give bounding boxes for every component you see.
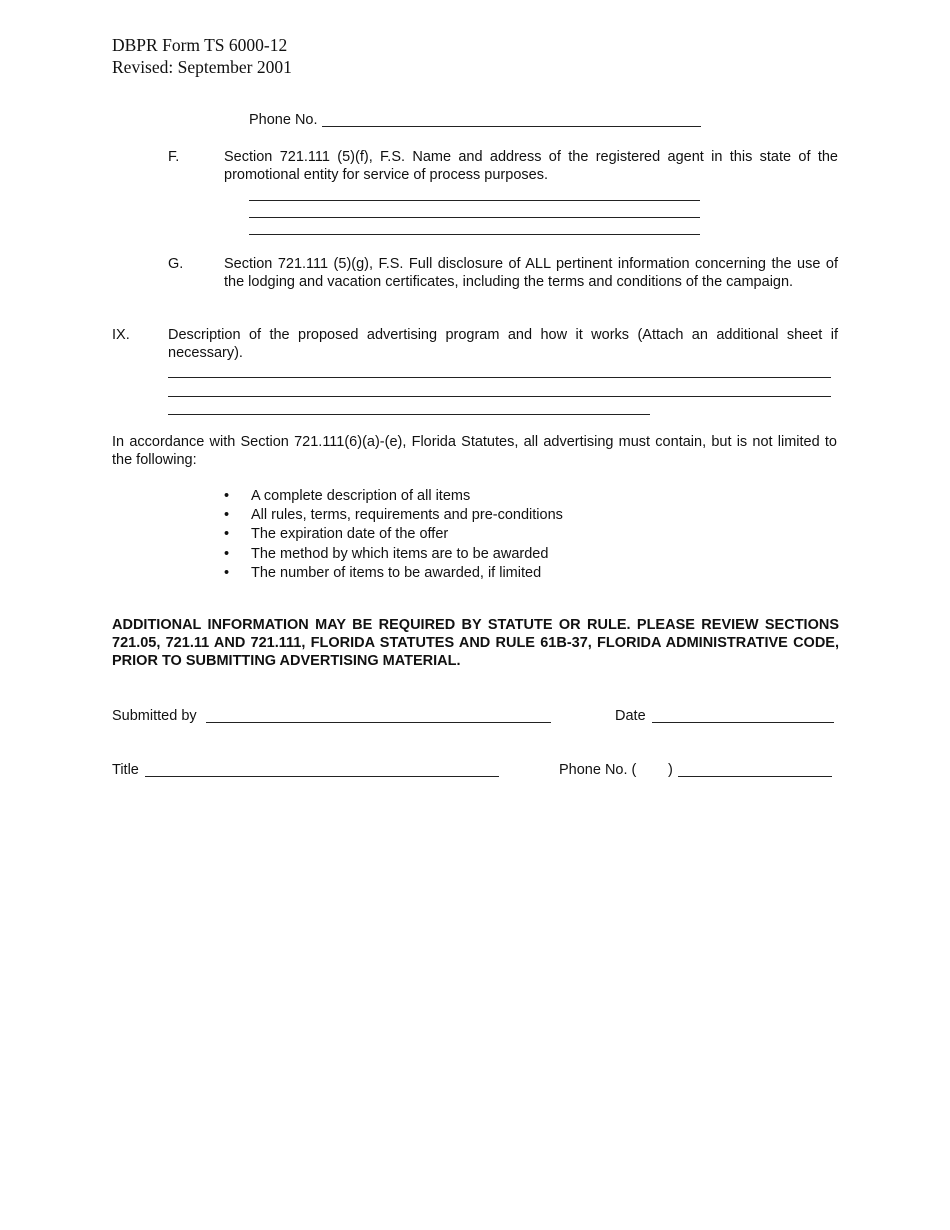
revised-date: Revised: September 2001: [112, 57, 292, 77]
submitted-by-field[interactable]: [206, 722, 551, 723]
title-label: Title: [112, 762, 139, 778]
phone-input-line[interactable]: [322, 126, 701, 127]
item-g-marker: G.: [168, 256, 184, 272]
section-ix-answer-line-1[interactable]: [168, 377, 831, 378]
section-ix-answer-line-2[interactable]: [168, 396, 831, 397]
list-item: • The number of items to be awarded, if limited: [224, 564, 542, 581]
bullet-icon: •: [224, 526, 230, 543]
bullet-icon: •: [224, 488, 230, 504]
phone-area-close: ): [668, 762, 673, 778]
list-item: • The method by which items are to be awarded: [224, 545, 549, 562]
item-f-answer-line-3[interactable]: [249, 234, 700, 235]
list-item: • A complete description of all items: [224, 488, 471, 504]
phone-number-field[interactable]: [678, 776, 832, 777]
phone-label: Phone No.: [249, 112, 318, 128]
title-field[interactable]: [145, 776, 499, 777]
bullet-icon: •: [224, 507, 230, 524]
item-f-answer-line-2[interactable]: [249, 217, 700, 218]
date-label: Date: [615, 708, 646, 724]
date-field[interactable]: [652, 722, 834, 723]
review-notice: ADDITIONAL INFORMATION MAY BE REQUIRED BY STATUTE OR RULE. PLEASE REVIEW SECTIONS 721.05, 721.11 AND 721.111, FLORIDA STATUTES AND RULE 61B-37, FLORIDA ADMINISTRATIVE CODE, PRIOR TO SUBMITTING ADVERTISING MATERIAL.: [112, 617, 839, 669]
section-ix-marker: IX.: [112, 327, 130, 343]
section-ix-text: Description of the proposed advertising program and how it works (Attach an additional sheet if necessary).: [168, 327, 838, 361]
submitted-by-label: Submitted by: [112, 708, 197, 724]
requirements-list: [224, 487, 563, 583]
item-f-text: Section 721.111 (5)(f), F.S. Name and address of the registered agent in this state of the promotional entity for service of process purposes.: [224, 149, 838, 183]
form-id: DBPR Form TS 6000-12: [112, 35, 288, 55]
item-g-text: Section 721.111 (5)(g), F.S. Full disclosure of ALL pertinent information concerning the use of the lodging and vacation certificates, including the terms and conditions of the campaign.: [224, 256, 838, 290]
bullet-icon: •: [224, 545, 230, 562]
item-f-answer-line-1[interactable]: [249, 200, 700, 201]
item-f-marker: F.: [168, 149, 180, 165]
accordance-paragraph: In accordance with Section 721.111(6)(a)-(e), Florida Statutes, all advertising must contain, but is not limited to the following:: [112, 434, 837, 468]
phone-number-label: Phone No. (: [559, 762, 637, 778]
section-ix-answer-line-3[interactable]: [168, 414, 650, 415]
list-item: • The expiration date of the offer: [224, 526, 449, 543]
bullet-icon: •: [224, 564, 230, 581]
list-item: • All rules, terms, requirements and pre-conditions: [224, 507, 563, 524]
